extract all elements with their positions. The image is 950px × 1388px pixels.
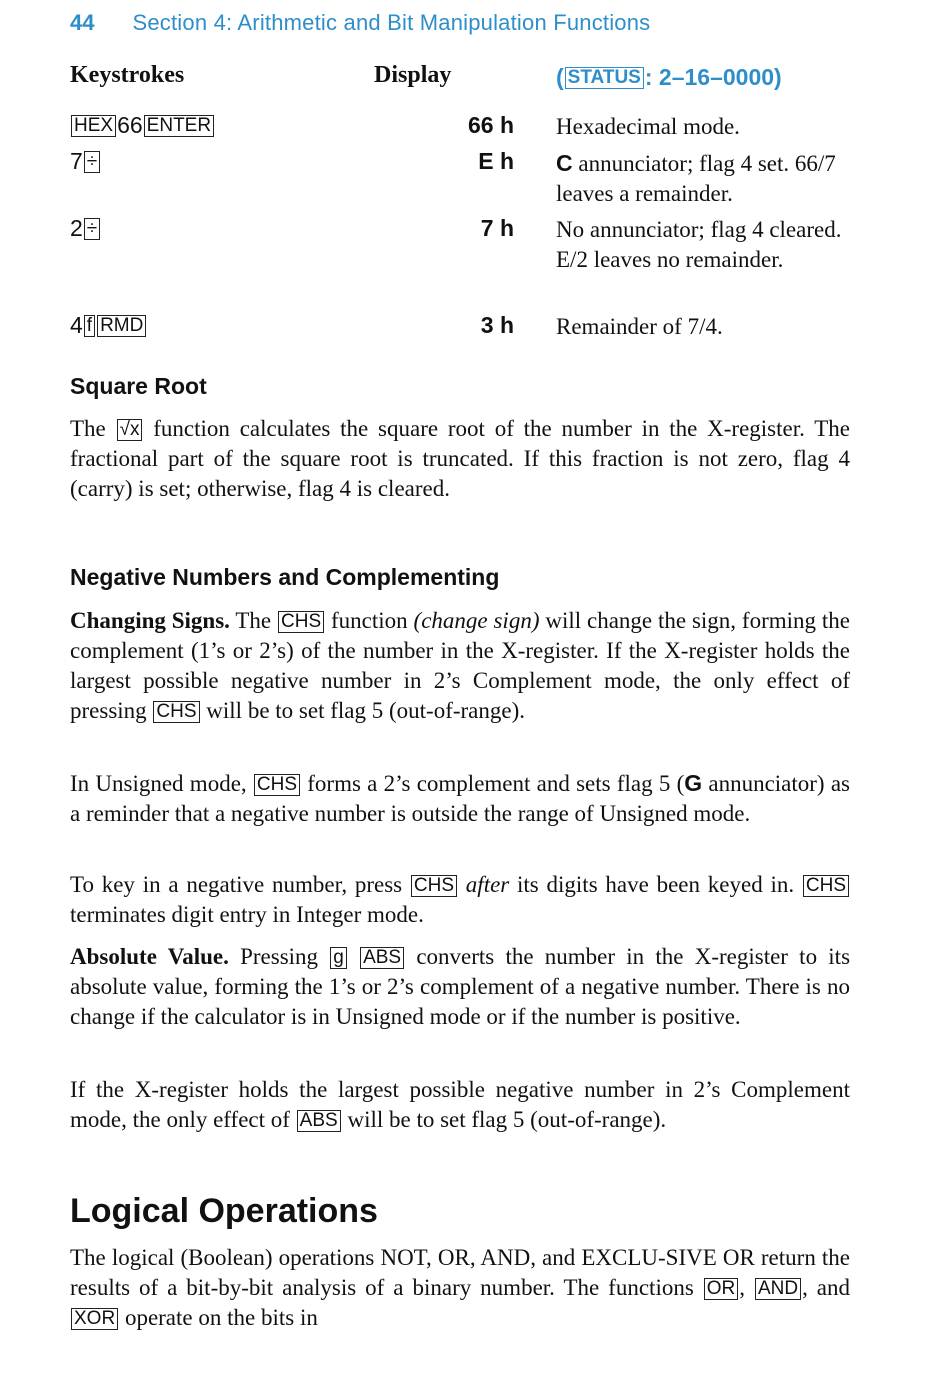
- paragraph-logical-operations: [70, 1243, 850, 1333]
- divide-key: ÷: [84, 218, 100, 240]
- paragraph-abs-largest-negative: [70, 1075, 850, 1135]
- status-value: : 2–16–0000): [644, 64, 782, 90]
- table-row: [70, 112, 860, 148]
- table-row: [70, 215, 860, 311]
- xor-key: XOR: [71, 1308, 118, 1330]
- keystroke-digits: 4: [70, 312, 83, 338]
- annunciator-c: C: [556, 150, 573, 176]
- rmd-key: RMD: [97, 315, 146, 337]
- paragraph-absolute-value: [70, 942, 850, 1032]
- text: If the X-register holds the largest possible negative number in 2’s Complement mode, the only effect of: [70, 1077, 850, 1132]
- text: will be to set flag 5 (out-of-range).: [200, 698, 525, 723]
- text: operate on the bits in: [119, 1305, 318, 1330]
- text: The: [70, 416, 116, 441]
- text: function calculates the square root of the number in the X-register. The fractional part of the square root is truncated. If this fraction is not zero, flag 4 (carry) is set; otherwise, flag 4 is cleared.: [70, 416, 850, 501]
- text: will be to set flag 5 (out-of-range).: [341, 1107, 667, 1132]
- keystroke-digits: 66: [117, 112, 143, 138]
- chs-key: CHS: [153, 701, 199, 723]
- text: In Unsigned mode,: [70, 771, 253, 796]
- paragraph-square-root: [70, 414, 850, 504]
- running-header: [70, 10, 650, 36]
- description-cell: Hexadecimal mode.: [556, 114, 740, 139]
- column-header-display: Display: [374, 62, 452, 88]
- text: will change the sign, forming the complement (1’s or 2’s) of the number in the X-register. If the X-register holds the largest possible negative number in 2’s Complement mode, the only effect of pressing: [70, 608, 850, 723]
- text: its digits have been keyed in.: [509, 872, 802, 897]
- runin-changing-signs: Changing Signs.: [70, 608, 230, 633]
- text: ,: [739, 1275, 754, 1300]
- heading-square-root: Square Root: [70, 373, 207, 399]
- display-cell: 66 h: [467, 112, 514, 138]
- section-title: Section 4: Arithmetic and Bit Manipulation Functions: [132, 10, 651, 35]
- keystrokes-cell: [70, 112, 215, 139]
- paragraph-unsigned-mode: [70, 768, 850, 829]
- keystroke-table: [70, 62, 860, 339]
- text: function: [325, 608, 414, 633]
- text: forms a 2’s complement and sets flag 5 (: [301, 771, 685, 796]
- column-header-keystrokes: Keystrokes: [70, 62, 185, 88]
- italic-text: after: [458, 872, 510, 897]
- enter-key: ENTER: [144, 115, 214, 137]
- text: annunciator) as a reminder that a negative number is outside the range of Unsigned mode.: [70, 771, 850, 826]
- chs-key: CHS: [278, 611, 324, 633]
- keystrokes-cell: [70, 215, 101, 242]
- display-cell: 7 h: [480, 215, 514, 241]
- f-key: f: [84, 315, 95, 337]
- status-open-paren: (: [556, 64, 564, 90]
- table-header-row: [70, 62, 860, 102]
- and-key: AND: [755, 1278, 801, 1300]
- chs-key: CHS: [254, 774, 300, 796]
- text: terminates digit entry in Integer mode.: [70, 902, 424, 927]
- display-cell: 3 h: [480, 312, 514, 338]
- hex-key: HEX: [71, 115, 116, 137]
- text: Pressing: [228, 944, 330, 969]
- display-cell: E h: [478, 148, 514, 174]
- italic-text: (change sign): [413, 608, 540, 633]
- keystroke-digits: 7: [70, 148, 83, 174]
- abs-key: ABS: [360, 947, 404, 969]
- text: converts the number in the X-register to its absolute value, forming the 1’s or 2’s complement of a negative number. There is no change if the calculator is in Unsigned mode or if the number is positive.: [70, 944, 851, 1029]
- annunciator-g: G: [684, 770, 703, 796]
- keystrokes-cell: [70, 148, 101, 175]
- chs-key: CHS: [803, 875, 849, 897]
- status-indicator: [556, 64, 782, 91]
- page-number: 44: [70, 10, 95, 35]
- heading-logical-operations: Logical Operations: [70, 1192, 378, 1230]
- text: The logical (Boolean) operations NOT, OR, AND, and EXCLU-SIVE OR return the results of a bit-by-bit analysis of a binary number. The functions: [70, 1245, 850, 1300]
- text: To key in a negative number, press: [70, 872, 410, 897]
- description-text: annunciator; flag 4 set. 66/7 leaves a remainder.: [556, 151, 836, 206]
- status-key: STATUS: [565, 67, 644, 89]
- g-key: g: [330, 947, 347, 969]
- paragraph-key-in-negative: [70, 870, 850, 930]
- text: , and: [802, 1275, 851, 1300]
- text: The: [229, 608, 278, 633]
- description-cell: No annunciator; flag 4 cleared. E/2 leaves no remainder.: [556, 217, 842, 272]
- runin-absolute-value: Absolute Value.: [70, 944, 229, 969]
- keystrokes-cell: [70, 312, 147, 339]
- table-row: [70, 148, 860, 214]
- or-key: OR: [704, 1278, 739, 1300]
- abs-key: ABS: [297, 1110, 341, 1132]
- keystroke-digits: 2: [70, 215, 83, 241]
- table-row: [70, 312, 860, 348]
- sqrt-key: √x: [117, 419, 143, 441]
- paragraph-changing-signs: [70, 606, 850, 726]
- chs-key: CHS: [411, 875, 457, 897]
- heading-negative-numbers: Negative Numbers and Complementing: [70, 564, 500, 590]
- description-cell: Remainder of 7/4.: [556, 314, 723, 339]
- divide-key: ÷: [84, 151, 100, 173]
- description-cell: [556, 148, 860, 209]
